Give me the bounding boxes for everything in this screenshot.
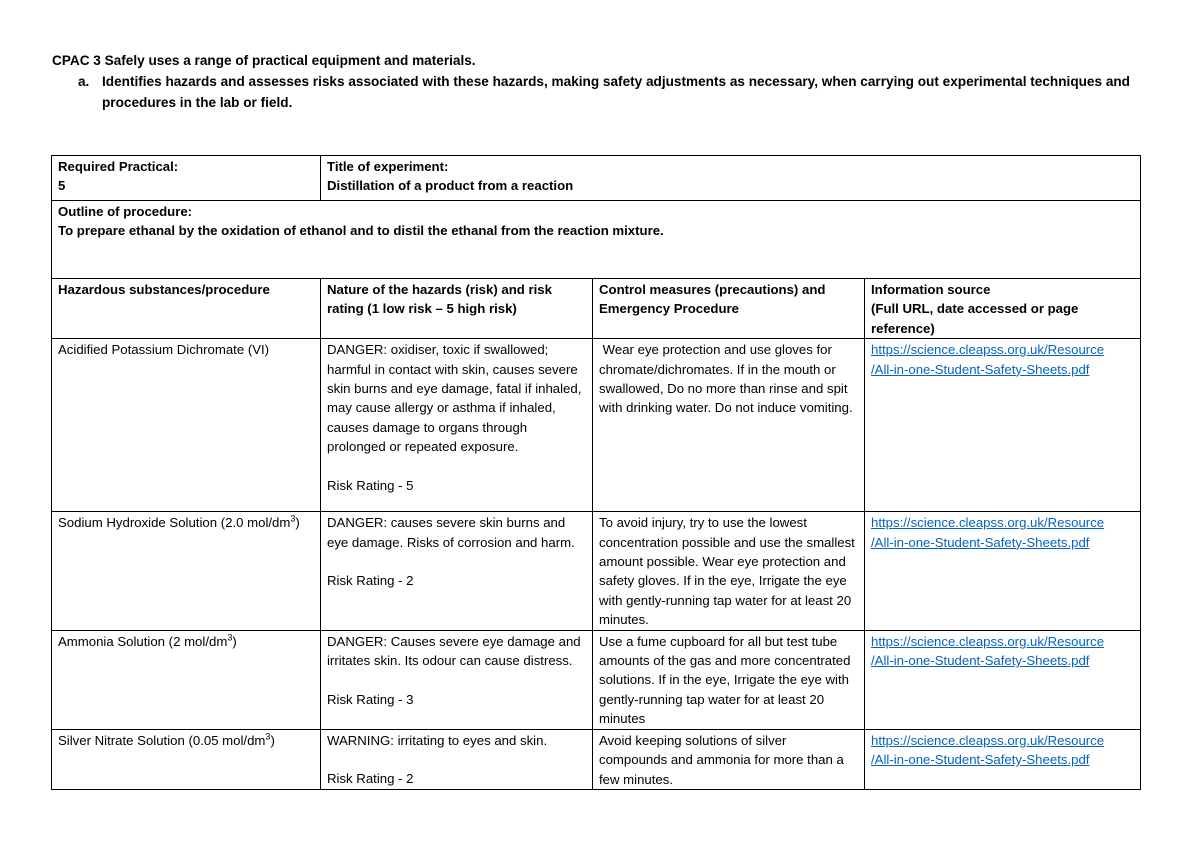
table-row [52, 512, 1141, 630]
hazard-cell [321, 512, 593, 630]
risk-rating: Risk Rating - 3 [327, 691, 414, 707]
outline-cell [52, 201, 1141, 279]
control-cell: Use a fume cupboard for all but test tube amounts of the gas and more concentrated solutions. If in the eye, Irrigate the eye with gently-running tap water for at least 20 minutes [593, 630, 865, 729]
cpac-title: CPAC 3 Safely uses a range of practical equipment and materials. [52, 53, 476, 68]
header-control: Control measures (precautions) and Emergency Procedure [593, 279, 865, 339]
required-practical-label: Required Practical: [58, 159, 179, 174]
experiment-title-value: Distillation of a product from a reaction [327, 178, 574, 194]
criterion-text: Identifies hazards and assesses risks associated with these hazards, making safety adjustments as necessary, when carrying out experimental techniques and procedures in the lab or field. [102, 74, 1130, 110]
source-link[interactable]: https://science.cleapss.org.uk/Resource /All-in-one-Student-Safety-Sheets.pdf [871, 342, 1105, 377]
required-practical-value: 5 [58, 178, 66, 194]
experiment-title-label: Title of experiment: [327, 159, 449, 174]
outline-row [52, 201, 1141, 279]
hazard-text: DANGER: causes severe skin burns and eye damage. Risks of corrosion and harm. [327, 515, 575, 550]
substance-cell: Silver Nitrate Solution (0.05 mol/$dm^3$) [52, 729, 321, 789]
substance-cell: Sodium Hydroxide Solution (2.0 mol/$dm^3$) [52, 512, 321, 630]
hazard-cell [321, 729, 593, 789]
column-header-row [52, 279, 1141, 339]
source-cell [865, 630, 1141, 729]
substance-cell: Acidified Potassium Dichromate (VI) [52, 339, 321, 512]
risk-rating: Risk Rating - 5 [327, 478, 414, 494]
hazard-text: DANGER: oxidiser, toxic if swallowed; harmful in contact with skin, causes severe skin burns and eye damage, fatal if inhaled, may cause allergy or asthma if inhaled, causes damage to organs through prolonged or repeated exposure. [327, 342, 582, 455]
table-row [52, 729, 1141, 789]
experiment-title-cell [321, 156, 1141, 201]
source-link[interactable]: https://science.cleapss.org.uk/Resource /All-in-one-Student-Safety-Sheets.pdf [871, 732, 1105, 768]
source-cell [865, 339, 1141, 512]
required-practical-cell [52, 156, 321, 201]
source-link[interactable]: https://science.cleapss.org.uk/Resource /All-in-one-Student-Safety-Sheets.pdf [871, 633, 1105, 669]
substance-cell: Ammonia Solution (2 mol/$dm^3$) [52, 630, 321, 729]
outline-label: Outline of procedure: [58, 204, 193, 219]
hazard-text: DANGER: Causes severe eye damage and irritates skin. Its odour can cause distress. [327, 633, 581, 669]
source-cell [865, 512, 1141, 630]
header-substance: Hazardous substances/procedure [52, 279, 321, 339]
table-row [52, 339, 1141, 512]
header-hazard: Nature of the hazards (risk) and risk rating (1 low risk – 5 high risk) [321, 279, 593, 339]
header-source-note: (Full URL, date accessed or page reference) [871, 301, 1079, 336]
control-cell: Avoid keeping solutions of silver compounds and ammonia for more than a few minutes. [593, 729, 865, 789]
header-source [865, 279, 1141, 339]
practical-row [52, 156, 1141, 201]
risk-rating: Risk Rating - 2 [327, 771, 414, 787]
criterion-item [52, 71, 1142, 113]
risk-assessment-table [51, 155, 1141, 790]
hazard-cell [321, 630, 593, 729]
control-cell: To avoid injury, try to use the lowest concentration possible and use the smallest amount possible. Wear eye protection and safety gloves. If in the eye, Irrigate the eye with gently-running tap water for at least 20 minutes. [593, 512, 865, 630]
document-heading [52, 50, 1142, 113]
table-row [52, 630, 1141, 729]
hazard-text: WARNING: irritating to eyes and skin. [327, 732, 548, 748]
source-link[interactable]: https://science.cleapss.org.uk/Resource /All-in-one-Student-Safety-Sheets.pdf [871, 515, 1105, 550]
hazard-cell [321, 339, 593, 512]
outline-text: To prepare ethanal by the oxidation of ethanol and to distil the ethanal from the reaction mixture. [58, 223, 664, 239]
risk-rating: Risk Rating - 2 [327, 573, 414, 589]
source-cell [865, 729, 1141, 789]
list-marker: a. [78, 74, 90, 89]
header-source-title: Information source [871, 282, 991, 297]
control-cell: Wear eye protection and use gloves for chromate/dichromates. If in the mouth or swallowed, Do no more than rinse and spit with drinking water. Do not induce vomiting. [593, 339, 865, 512]
